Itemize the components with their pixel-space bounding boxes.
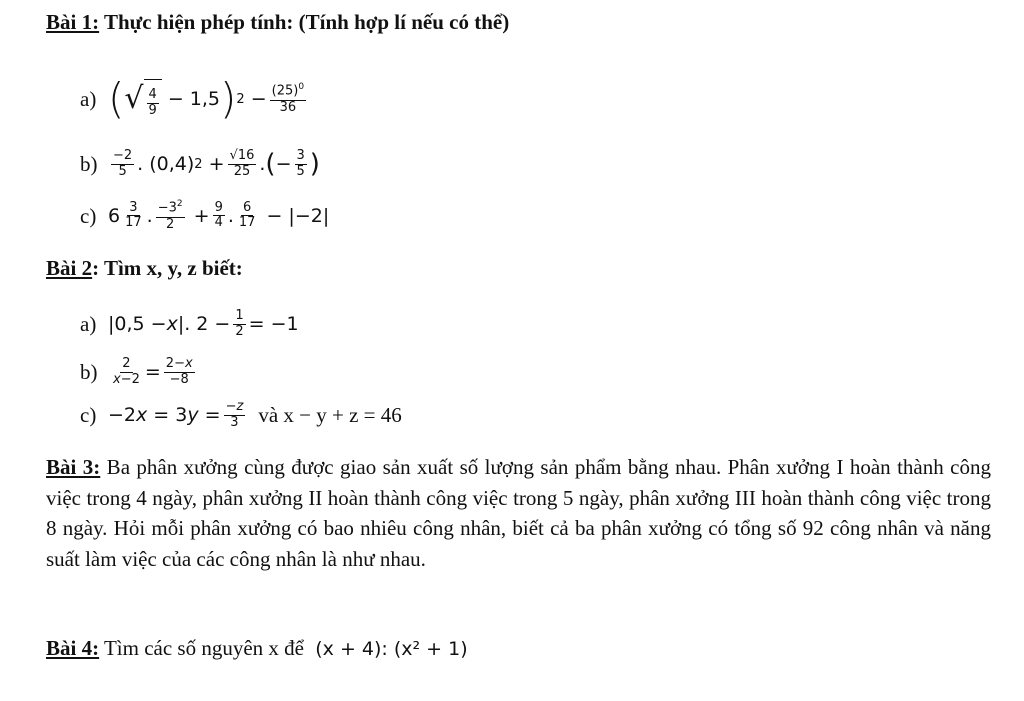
bai1-item-b (80, 140, 320, 188)
bai4-text: Tìm các số nguyên x để (99, 636, 304, 660)
bai1-b-label: b) (80, 151, 98, 176)
bai2-b-expression: $\frac{2}{x-2}$ = $\frac{2-x}{-8}$ (113, 355, 193, 387)
bai4-expression: (x + 4): (x² + 1) (315, 638, 468, 660)
bai1-item-c (80, 192, 329, 240)
bai2-c-label: c) (80, 402, 97, 427)
bai2-c-expression: −2 x = 3 y = $\frac{-z}{3}$ (108, 398, 244, 430)
bai1-a-expression: ( √ $\frac{4}{9}$ − 1,5 ) 2 − $\frac{(25)^0}{36}$ (108, 74, 305, 123)
bai1-b-expression: $\frac{-2}{5}$ . (0,4) 2 + $\frac{√16}{25}$ . ( − $\frac{3}{5}$ ) (113, 147, 320, 179)
bai4-label: Bài 4: (46, 636, 100, 660)
bai2-a-expression: |0,5 − x |. 2 − $\frac{1}{2}$ = −1 (108, 307, 299, 339)
bai2-title: : Tìm x, y, z biết: (92, 256, 243, 280)
bai2-heading (46, 256, 243, 281)
bai1-heading (46, 10, 509, 35)
bai1-title: Thực hiện phép tính: (Tính hợp lí nếu có thể) (99, 10, 510, 34)
bai1-label: Bài 1: (46, 10, 100, 34)
bai3-label: Bài 3: (46, 455, 101, 479)
bai1-a-label: a) (80, 86, 97, 111)
bai2-item-a (80, 302, 299, 346)
bai2-item-c (80, 393, 402, 437)
bai1-c-label: c) (80, 203, 97, 228)
bai2-item-b (80, 350, 198, 394)
bai4-line (46, 636, 468, 661)
bai1-c-expression: 6 $\frac{3}{17}$ . $\frac{-3^2}{2}$ + $\frac{9}{4}$ . $\frac{6}{17}$ − |−2| (108, 199, 330, 232)
bai2-a-label: a) (80, 311, 97, 336)
bai2-b-label: b) (80, 359, 98, 384)
bai1-item-a (80, 64, 309, 134)
bai3-paragraph (46, 452, 991, 574)
bai3-text: Ba phân xưởng cùng được giao sản xuất số lượng sản phẩm bằng nhau. Phân xưởng I hoàn thành công việc trong 4 ngày, phân xưởng II hoàn thành công việc trong 5 ngày, phân xưởng III hoàn thành công việc trong 8 ngày. Hỏi mỗi phân xưởng có bao nhiêu công nhân, biết cả ba phân xưởng có tổng số 92 công nhân và năng suất làm việc của các công nhân là như nhau. (46, 455, 991, 571)
bai2-label: Bài 2 (46, 256, 93, 280)
bai2-c-condition: và x − y + z = 46 (258, 402, 402, 427)
